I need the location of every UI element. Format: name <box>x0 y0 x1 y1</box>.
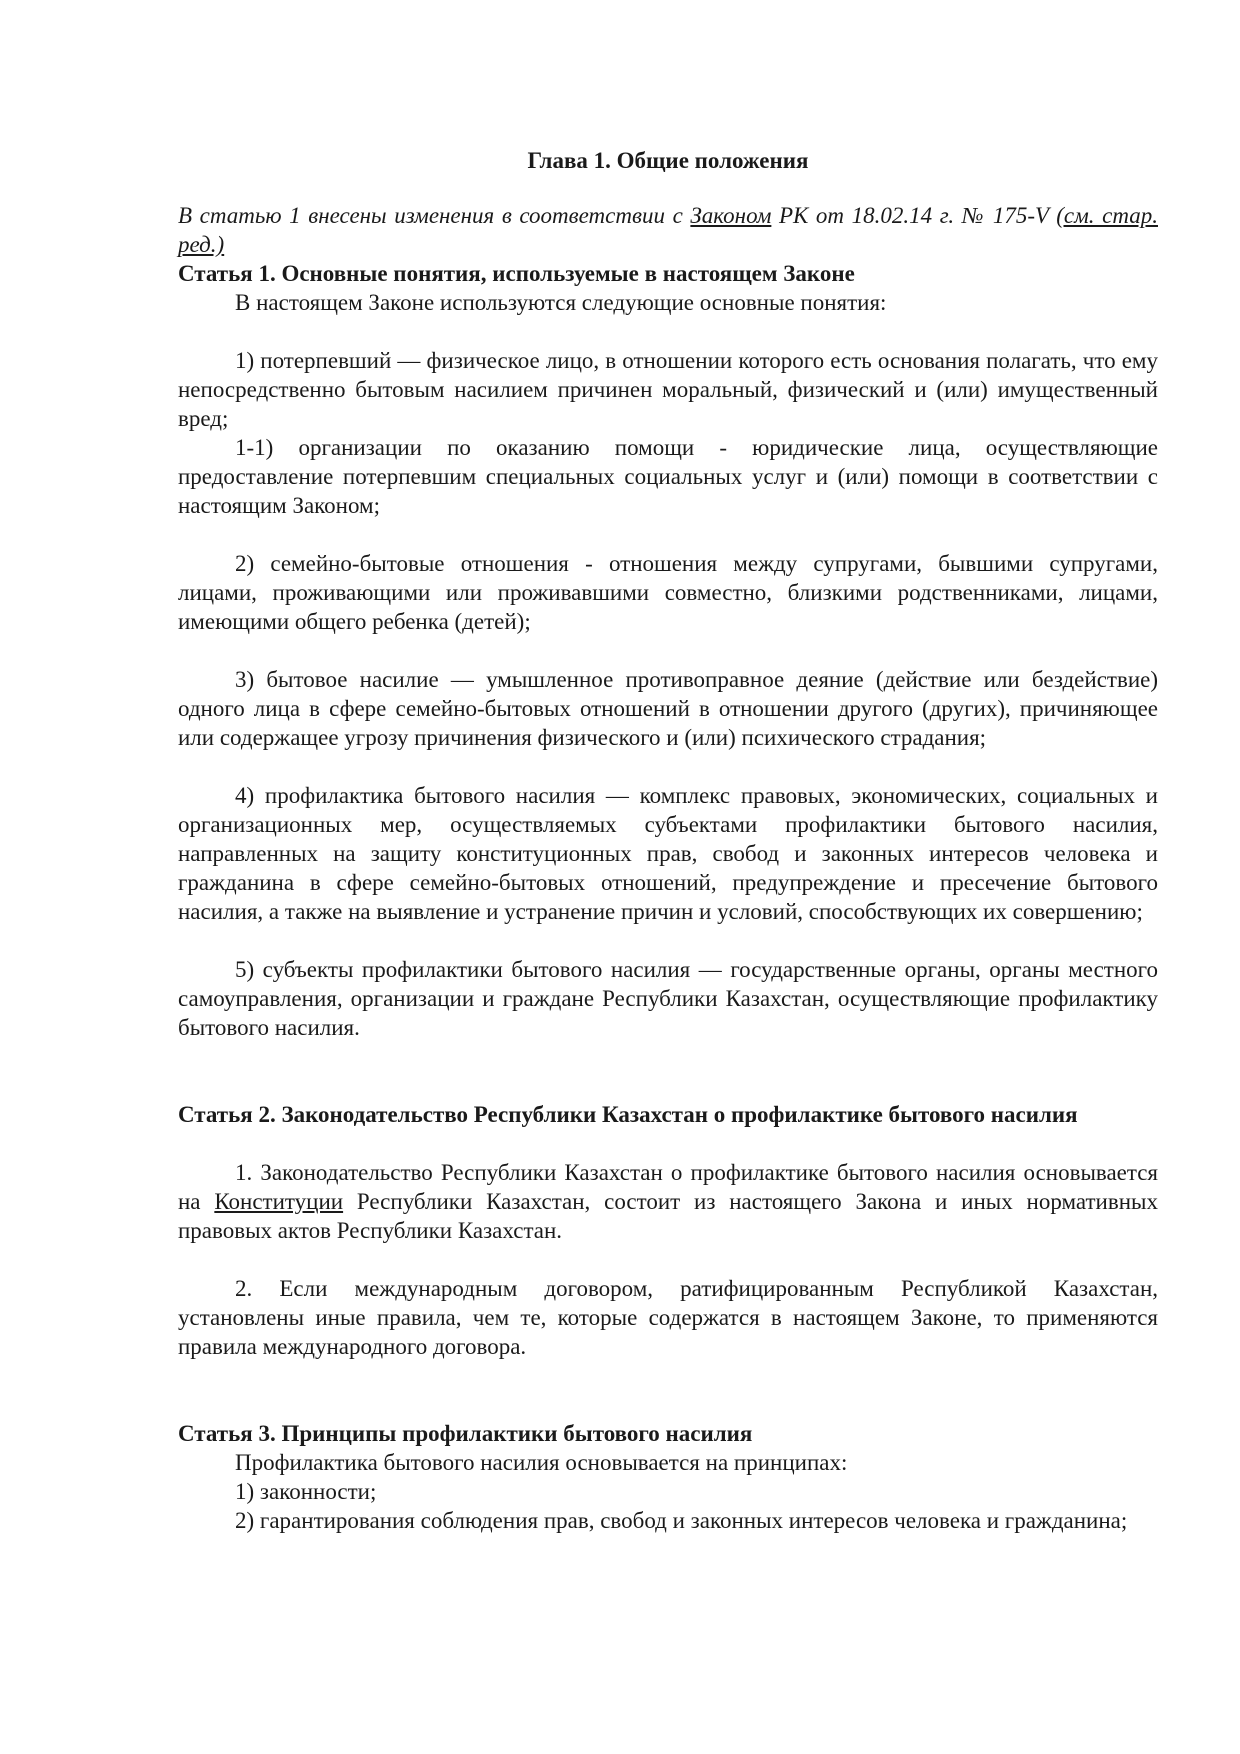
definition-item: 5) субъекты профилактики бытового насилия — государственные органы, органы местного самоуправления, организации и граждане Республики Казахстан, осуществляющие профилактику бытового насилия. <box>178 957 1158 1040</box>
article-2-item-2: 2. Если международным договором, ратифицированным Республикой Казахстан, установлены иные правила, чем те, которые содержатся в настоящем Законе, то применяются правила международного договора. <box>178 1276 1158 1359</box>
article-1-intro: В настоящем Законе используются следующие основные понятия: <box>235 290 887 315</box>
spacer <box>178 520 1158 549</box>
spacer <box>178 317 1158 346</box>
definition-item: 1) потерпевший — физическое лицо, в отношении которого есть основания полагать, что ему непосредственно бытовым насилием причинен моральный, физический и (или) имущественный вред; <box>178 348 1158 431</box>
chapter-title: Глава 1. Общие положения <box>527 148 809 173</box>
document-page <box>178 146 1158 1535</box>
spacer <box>178 752 1158 781</box>
spacer <box>178 1129 1158 1158</box>
principle-item: 2) гарантирования соблюдения прав, свобод и законных интересов человека и гражданина; <box>235 1508 1128 1533</box>
amendment-note-prefix: В статью 1 внесены изменения в соответствии с <box>178 203 691 228</box>
article-3-intro: Профилактика бытового насилия основывается на принципах: <box>235 1450 848 1475</box>
article-2-item-1-prefix: 1. Законодательство Республики Казахстан о профилактике бытового насилия основывается на <box>178 1160 1158 1214</box>
old-edition-link[interactable]: (см. стар. ред.) <box>178 203 1158 257</box>
article-1-title: Статья 1. Основные понятия, используемые в настоящем Законе <box>178 261 855 286</box>
definition-item: 1-1) организации по оказанию помощи - юридические лица, осуществляющие предоставление потерпевшим специальных социальных услуг и (или) помощи в соответствии с настоящим Законом; <box>178 435 1158 518</box>
principle-item: 1) законности; <box>235 1479 377 1504</box>
definition-item: 3) бытовое насилие — умышленное противоправное деяние (действие или бездействие) одного лица в сфере семейно-бытовых отношений в отношении другого (других), причиняющее или содержащее угрозу причинения физического и (или) психического страдания; <box>178 667 1158 750</box>
spacer <box>178 1042 1158 1100</box>
spacer <box>178 1361 1158 1419</box>
article-2-item-1-suffix: Республики Казахстан, состоит из настоящего Закона и иных нормативных правовых актов Республики Казахстан. <box>178 1189 1158 1243</box>
law-link[interactable]: Законом <box>690 203 772 228</box>
constitution-link[interactable]: Конституции <box>214 1189 344 1214</box>
spacer <box>178 636 1158 665</box>
article-2-item-1 <box>178 1158 1158 1245</box>
spacer <box>178 1245 1158 1274</box>
amendment-note <box>178 201 1158 259</box>
article-2-title: Статья 2. Законодательство Республики Казахстан о профилактике бытового насилия <box>178 1102 1078 1127</box>
amendment-note-middle: РК от 18.02.14 г. № 175-V <box>771 203 1057 228</box>
article-3-title: Статья 3. Принципы профилактики бытового насилия <box>178 1421 753 1446</box>
definition-item: 4) профилактика бытового насилия — комплекс правовых, экономических, социальных и организационных мер, осуществляемых субъектами профилактики бытового насилия, направленных на защиту конституционных прав, свобод и законных интересов человека и гражданина в сфере семейно-бытовых отношений, предупреждение и пресечение бытового насилия, а также на выявление и устранение причин и условий, способствующих их совершению; <box>178 783 1158 924</box>
definition-item: 2) семейно-бытовые отношения - отношения между супругами, бывшими супругами, лицами, проживающими или проживавшими совместно, близкими родственниками, лицами, имеющими общего ребенка (детей); <box>178 551 1158 634</box>
spacer <box>178 926 1158 955</box>
